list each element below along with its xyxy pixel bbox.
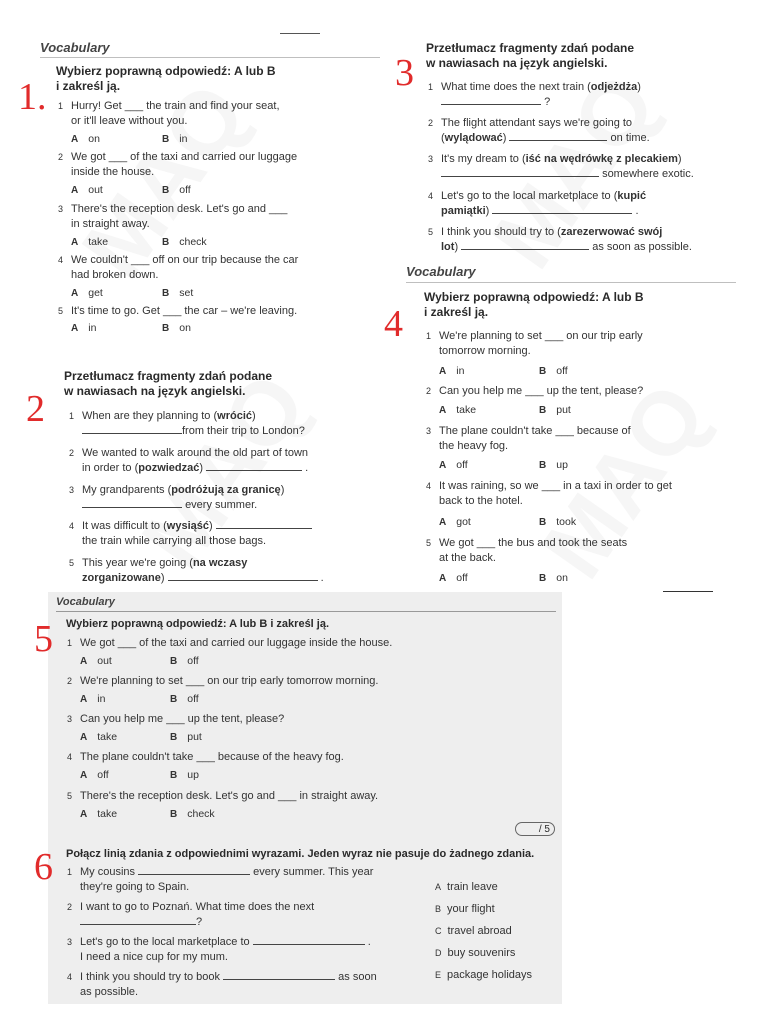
- divider: [56, 611, 556, 612]
- option-text: off: [556, 365, 568, 377]
- divider: [40, 57, 380, 58]
- option-letter: B: [170, 770, 178, 781]
- option-letter: A: [80, 656, 88, 667]
- answer-letter: D: [435, 948, 442, 958]
- question: 1 When are they planning to (wrócić) from their trip to London?: [69, 410, 305, 437]
- option-letter: A: [439, 460, 447, 471]
- divider: [406, 282, 736, 283]
- option-a[interactable]: [71, 184, 103, 196]
- answer-blank[interactable]: [461, 240, 589, 250]
- exercise-number: 2: [26, 388, 45, 430]
- answer-blank[interactable]: [82, 498, 182, 508]
- question-text: at the back.: [439, 552, 496, 564]
- answer-text: package holidays: [447, 969, 533, 981]
- question: 4 It was difficult to (wysiąść) the train while carrying all those bags.: [82, 519, 372, 549]
- answer-text: train leave: [447, 881, 498, 893]
- option-letter: A: [80, 770, 88, 781]
- question-text: the heavy fog.: [439, 440, 509, 452]
- option-a[interactable]: [80, 808, 117, 820]
- question-number: 4: [67, 752, 73, 762]
- question: [426, 479, 739, 509]
- option-b[interactable]: [162, 133, 187, 145]
- option-b[interactable]: [539, 516, 576, 528]
- question: 2 The flight attendant says we're going to (wylądować) on time.: [428, 117, 650, 144]
- question: 2 I want to go to Poznań. What time does the next ?: [67, 901, 315, 928]
- question-text: The plane couldn't take ___ because of the heavy fog.: [80, 751, 344, 763]
- option-text: up: [187, 769, 199, 781]
- option-letter: B: [170, 732, 178, 743]
- exercise-number: 5: [34, 618, 53, 660]
- question-number: 2: [58, 152, 64, 162]
- option-text: out: [88, 184, 103, 196]
- question-number: 5: [426, 538, 432, 548]
- option-text: check: [187, 808, 215, 820]
- question-text: Can you help me ___ up the tent, please?: [439, 385, 644, 397]
- answer-letter: C: [435, 926, 442, 936]
- option-letter: B: [539, 517, 547, 528]
- option-a[interactable]: [439, 404, 476, 416]
- option-text: in: [179, 133, 188, 145]
- question-text: There's the reception desk. Let's go and ___: [71, 203, 288, 215]
- question: [67, 750, 500, 765]
- option-a[interactable]: [80, 655, 112, 667]
- question-number: 1: [426, 331, 432, 341]
- option-letter: B: [170, 694, 178, 705]
- option-b[interactable]: [170, 731, 202, 743]
- answer-blank[interactable]: [509, 131, 607, 141]
- question-text: back to the hotel.: [439, 495, 523, 507]
- question-text: We're planning to set ___ on our trip early tomorrow morning.: [80, 675, 379, 687]
- option-text: up: [556, 459, 568, 471]
- question-number: 3: [58, 204, 64, 214]
- question-number: 1: [58, 101, 64, 111]
- option-text: put: [556, 404, 571, 416]
- question: [58, 202, 371, 232]
- answer-blank[interactable]: [168, 571, 318, 581]
- option-letter: B: [170, 656, 178, 667]
- option-letter: A: [439, 517, 447, 528]
- answer-blank[interactable]: [441, 95, 541, 105]
- answer-option[interactable]: [435, 947, 515, 959]
- question: [426, 536, 739, 566]
- option-letter: B: [170, 809, 178, 820]
- question-text: tomorrow morning.: [439, 345, 531, 357]
- option-text: took: [556, 516, 577, 528]
- question: [426, 384, 739, 399]
- question: 4 Let's go to the local marketplace to (kupić pamiątki) .: [428, 190, 647, 217]
- question-number: 1: [67, 638, 73, 648]
- option-b[interactable]: [162, 184, 191, 196]
- question-number: 3: [426, 426, 432, 436]
- instruction: Połącz linią zdania z odpowiednimi wyrazami. Jeden wyraz nie pasuje do żadnego zdania.: [66, 848, 535, 860]
- option-text: off: [97, 769, 109, 781]
- option-text: take: [97, 808, 118, 820]
- exercise-number: 4: [384, 303, 403, 345]
- question: [67, 712, 500, 727]
- question-text: We got ___ of the taxi and carried our luggage: [71, 151, 298, 163]
- option-b[interactable]: [162, 287, 193, 299]
- option-letter: A: [439, 573, 447, 584]
- option-a[interactable]: [71, 322, 96, 334]
- option-letter: B: [539, 573, 547, 584]
- instruction: Przetłumacz fragmenty zdań podane w nawiasach na język angielski.: [64, 369, 273, 398]
- option-text: off: [456, 459, 468, 471]
- option-a[interactable]: [71, 236, 108, 248]
- option-text: check: [179, 236, 207, 248]
- option-text: on: [556, 572, 568, 584]
- option-letter: A: [71, 134, 79, 145]
- question-number: 2: [67, 676, 73, 686]
- option-a[interactable]: [71, 287, 103, 299]
- option-a[interactable]: [439, 516, 471, 528]
- question: [67, 674, 500, 689]
- section-title: Vocabulary: [406, 264, 476, 279]
- question: [426, 329, 739, 359]
- question: 4 I think you should try to book as soon as possible.: [67, 971, 377, 998]
- option-text: got: [456, 516, 471, 528]
- option-text: off: [456, 572, 468, 584]
- option-letter: B: [162, 323, 170, 334]
- question: 3 It's my dream to (iść na wędrówkę z plecakiem) somewhere exotic.: [428, 153, 694, 180]
- option-letter: B: [539, 366, 547, 377]
- option-text: off: [187, 655, 199, 667]
- answer-option[interactable]: [435, 903, 495, 915]
- question: 2 We wanted to walk around the old part of town in order to (pozwiedzać) .: [69, 447, 309, 474]
- option-b[interactable]: [162, 236, 207, 248]
- question: 1 My cousins every summer. This year they're going to Spain.: [67, 866, 374, 893]
- question-text: We're planning to set ___ on our trip early: [439, 330, 643, 342]
- option-b[interactable]: [170, 693, 199, 705]
- option-text: put: [187, 731, 202, 743]
- option-a[interactable]: [80, 731, 117, 743]
- option-text: out: [97, 655, 112, 667]
- option-a[interactable]: [80, 769, 109, 781]
- question: 5 I think you should try to (zarezerwować swój lot) as soon as possible.: [428, 226, 692, 253]
- option-text: take: [456, 404, 477, 416]
- option-text: off: [179, 184, 191, 196]
- exercise-number: 6: [34, 846, 53, 888]
- option-text: in: [88, 322, 97, 334]
- answer-option[interactable]: [435, 969, 532, 981]
- option-b[interactable]: [539, 459, 568, 471]
- question: 5 This year we're going (na wczasy zorganizowane) .: [69, 557, 324, 584]
- answer-option[interactable]: [435, 881, 498, 893]
- answer-letter: E: [435, 970, 442, 980]
- option-text: off: [187, 693, 199, 705]
- option-a[interactable]: [439, 459, 468, 471]
- option-text: in: [456, 365, 465, 377]
- section-title: Vocabulary: [56, 596, 115, 608]
- question-text: It's time to go. Get ___ the car – we're leaving.: [71, 305, 298, 317]
- question-text: It was raining, so we ___ in a taxi in order to get: [439, 480, 672, 492]
- option-b[interactable]: [539, 365, 568, 377]
- question: [58, 99, 371, 129]
- answer-blank[interactable]: [82, 424, 182, 434]
- option-letter: B: [162, 288, 170, 299]
- instruction: Wybierz poprawną odpowiedź: A lub B i zakreśl ją.: [424, 290, 644, 319]
- option-letter: B: [539, 405, 547, 416]
- question-number: 4: [58, 255, 64, 265]
- question: 3 My grandparents (podróżują za granicę) every summer.: [69, 484, 285, 511]
- option-text: take: [97, 731, 118, 743]
- option-letter: A: [71, 237, 79, 248]
- answer-blank[interactable]: [223, 970, 335, 980]
- answer-blank[interactable]: [253, 935, 365, 945]
- answer-blank[interactable]: [80, 915, 196, 925]
- option-b[interactable]: [539, 404, 571, 416]
- answer-text: your flight: [447, 903, 495, 915]
- score-box: / 5: [515, 822, 555, 836]
- answer-letter: A: [435, 882, 442, 892]
- instruction: Wybierz poprawną odpowiedź: A lub B i zakreśl ją.: [56, 64, 276, 93]
- question-text: or it'll leave without you.: [71, 115, 188, 127]
- option-letter: A: [80, 694, 88, 705]
- question-text: There's the reception desk. Let's go and ___ in straight away.: [80, 790, 379, 802]
- option-letter: A: [71, 288, 79, 299]
- option-text: in: [97, 693, 106, 705]
- answer-blank[interactable]: [206, 461, 302, 471]
- option-letter: B: [162, 134, 170, 145]
- option-letter: B: [539, 460, 547, 471]
- answer-blank[interactable]: [441, 167, 599, 177]
- question: 1 What time does the next train (odjeżdża) ?: [428, 81, 641, 108]
- question-text: in straight away.: [71, 218, 150, 230]
- answer-blank[interactable]: [216, 519, 312, 529]
- answer-letter: B: [435, 904, 442, 914]
- question-number: 5: [67, 791, 73, 801]
- top-rule: [280, 33, 320, 34]
- question-number: 2: [426, 386, 432, 396]
- option-letter: A: [439, 405, 447, 416]
- option-a[interactable]: [439, 572, 468, 584]
- option-letter: B: [162, 237, 170, 248]
- question-text: We got ___ of the taxi and carried our luggage inside the house.: [80, 637, 393, 649]
- exercise-number: 3: [395, 52, 414, 94]
- answer-blank[interactable]: [492, 204, 632, 214]
- option-a[interactable]: [439, 365, 464, 377]
- question-text: inside the house.: [71, 166, 155, 178]
- option-letter: A: [80, 809, 88, 820]
- instruction: Wybierz poprawną odpowiedź: A lub B i zakreśl ją.: [66, 618, 330, 630]
- option-letter: A: [71, 185, 79, 196]
- option-a[interactable]: [80, 693, 105, 705]
- option-b[interactable]: [170, 808, 215, 820]
- option-letter: A: [71, 323, 79, 334]
- question-text: Hurry! Get ___ the train and find your seat,: [71, 100, 280, 112]
- option-a[interactable]: [71, 133, 100, 145]
- exercise-number: 1.: [18, 76, 47, 118]
- option-b[interactable]: [162, 322, 191, 334]
- option-text: take: [88, 236, 109, 248]
- question-number: 3: [67, 714, 73, 724]
- answer-text: travel abroad: [447, 925, 512, 937]
- question-number: 4: [426, 481, 432, 491]
- question: [58, 150, 371, 180]
- question-number: 5: [58, 306, 64, 316]
- question: 3 Let's go to the local marketplace to . I need a nice cup for my mum.: [67, 936, 371, 963]
- option-text: get: [88, 287, 103, 299]
- option-text: on: [179, 322, 191, 334]
- answer-option[interactable]: [435, 925, 512, 937]
- option-letter: A: [80, 732, 88, 743]
- option-text: set: [179, 287, 194, 299]
- option-b[interactable]: [170, 769, 199, 781]
- question: [67, 636, 500, 651]
- question-text: had broken down.: [71, 269, 159, 281]
- question-text: Can you help me ___ up the tent, please?: [80, 713, 285, 725]
- option-b[interactable]: [539, 572, 568, 584]
- question-text: We got ___ the bus and took the seats: [439, 537, 628, 549]
- option-b[interactable]: [170, 655, 199, 667]
- question-text: We couldn't ___ off on our trip because the car: [71, 254, 299, 266]
- question-text: The plane couldn't take ___ because of: [439, 425, 631, 437]
- option-text: on: [88, 133, 100, 145]
- question: [67, 789, 500, 804]
- question: [426, 424, 739, 454]
- section-title: Vocabulary: [40, 40, 110, 55]
- answer-blank[interactable]: [138, 865, 250, 875]
- instruction: Przetłumacz fragmenty zdań podane w nawiasach na język angielski.: [426, 41, 635, 70]
- question: [58, 304, 371, 319]
- answer-text: buy souvenirs: [447, 947, 516, 959]
- option-letter: A: [439, 366, 447, 377]
- divider: [663, 591, 713, 592]
- question: [58, 253, 371, 283]
- option-letter: B: [162, 185, 170, 196]
